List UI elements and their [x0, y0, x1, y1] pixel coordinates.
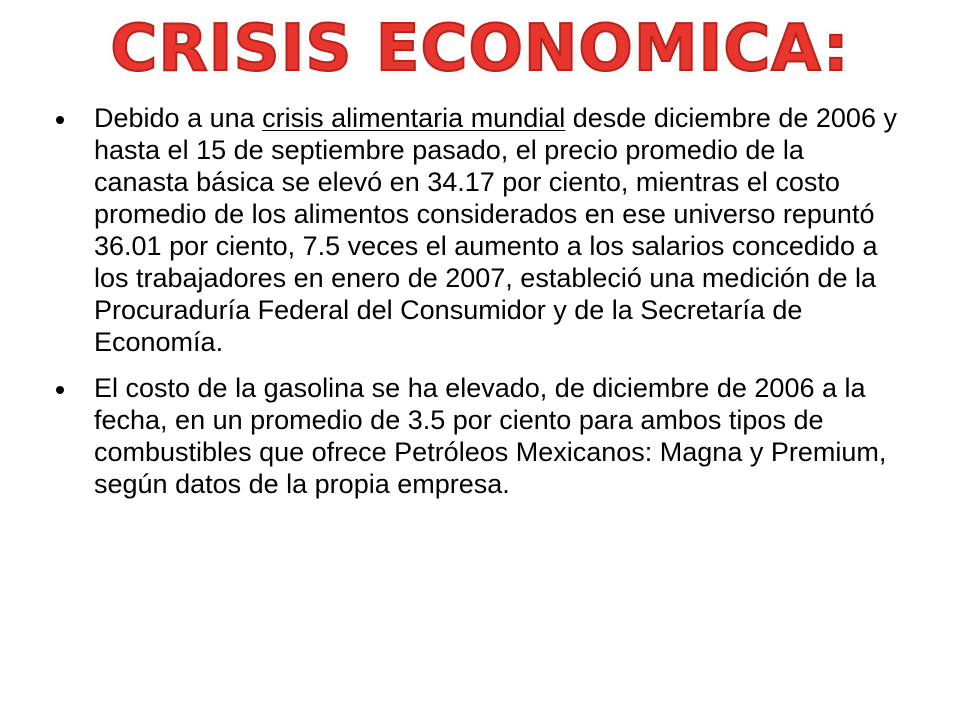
- bullet-item-food-crisis: [56, 102, 902, 358]
- bullet-text-before-link: Debido a una: [94, 103, 263, 133]
- bullet-text-after-link: desde diciembre de 2006 y hasta el 15 de septiembre pasado, el precio promedio de la canasta básica se elevó en 34.17 por ciento, mientras el costo promedio de los alimentos considerados en ese universo repuntó 36.01 por ciento, 7.5 veces el aumento a los salarios concedido a los trabajadores en enero de 2007, estableció una medición de la Procuraduría Federal del Consumidor y de la Secretaría de Economía.: [94, 103, 897, 357]
- bullet-item-gasoline: [56, 372, 902, 500]
- bullet-dot-icon: [56, 116, 64, 124]
- bullet-list: [56, 102, 902, 514]
- bullet-dot-icon: [56, 386, 64, 394]
- bullet-text: El costo de la gasolina se ha elevado, de diciembre de 2006 a la fecha, en un promedio de 3.5 por ciento para ambos tipos de combustibles que ofrece Petróleos Mexicanos: Magna y Premium, según datos de la propia empresa.: [94, 373, 887, 499]
- crisis-alimentaria-link[interactable]: crisis alimentaria mundial: [262, 103, 566, 133]
- slide-title: CRISIS ECONOMICA:: [110, 12, 850, 86]
